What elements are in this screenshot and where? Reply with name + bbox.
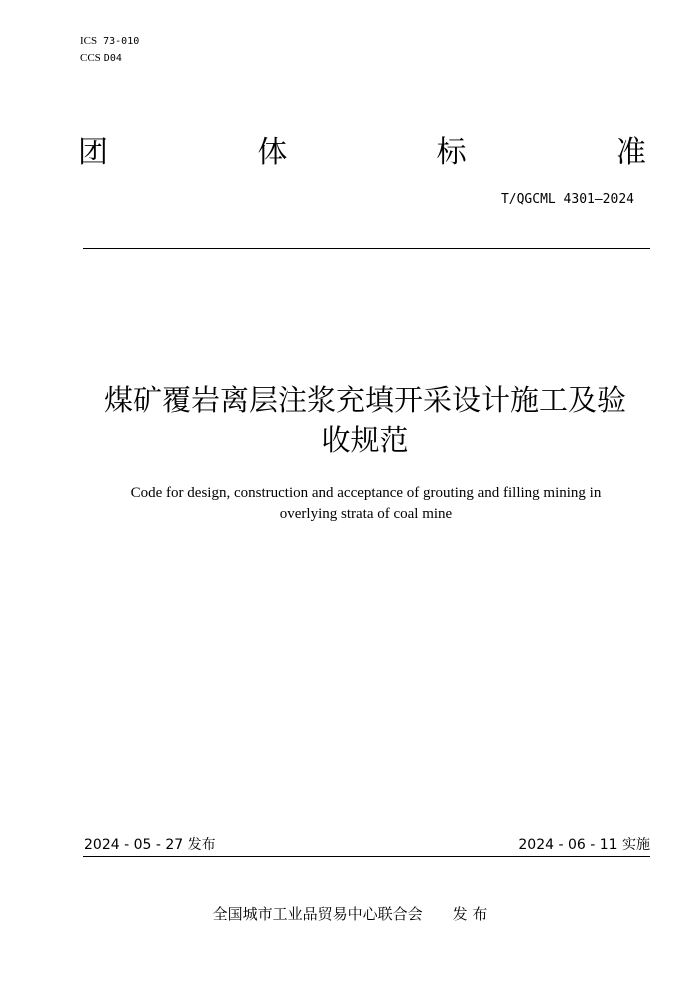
english-title [90,483,642,525]
ccs-value: D04 [103,53,122,64]
issuer-action: 发 布 [452,905,488,923]
chinese-title-line1: 煤矿覆岩离层注浆充填开采设计施工及验 [103,383,626,417]
heading-char: 团 [78,135,108,170]
header-divider [83,248,650,249]
heading-char: 体 [257,135,288,170]
publish-date: 2024 - 05 - 27 发布 [84,837,216,853]
standard-number: T/QGCML 4301—2024 [500,192,634,207]
heading-char: 准 [615,135,646,170]
issuer-line [0,903,700,924]
footer-divider [83,856,650,857]
implement-date: 2024 - 06 - 11 实施 [518,837,650,853]
ics-label: ICS [80,35,98,47]
ccs-label: CCS [80,52,101,64]
issuer-organization: 全国城市工业品贸易中心联合会 [212,905,423,923]
standard-type-heading [78,133,646,173]
chinese-title [60,380,670,460]
ics-value: 73-010 [103,36,140,47]
english-title-line2: overlying strata of coal mine [279,506,453,522]
classification-codes [80,33,139,67]
ics-row [80,33,139,50]
ccs-row [80,50,139,67]
english-title-line1: Code for design, construction and acceptance of grouting and filling mining in [130,485,602,501]
heading-char: 标 [436,135,467,170]
chinese-title-line2: 收规范 [321,423,409,457]
